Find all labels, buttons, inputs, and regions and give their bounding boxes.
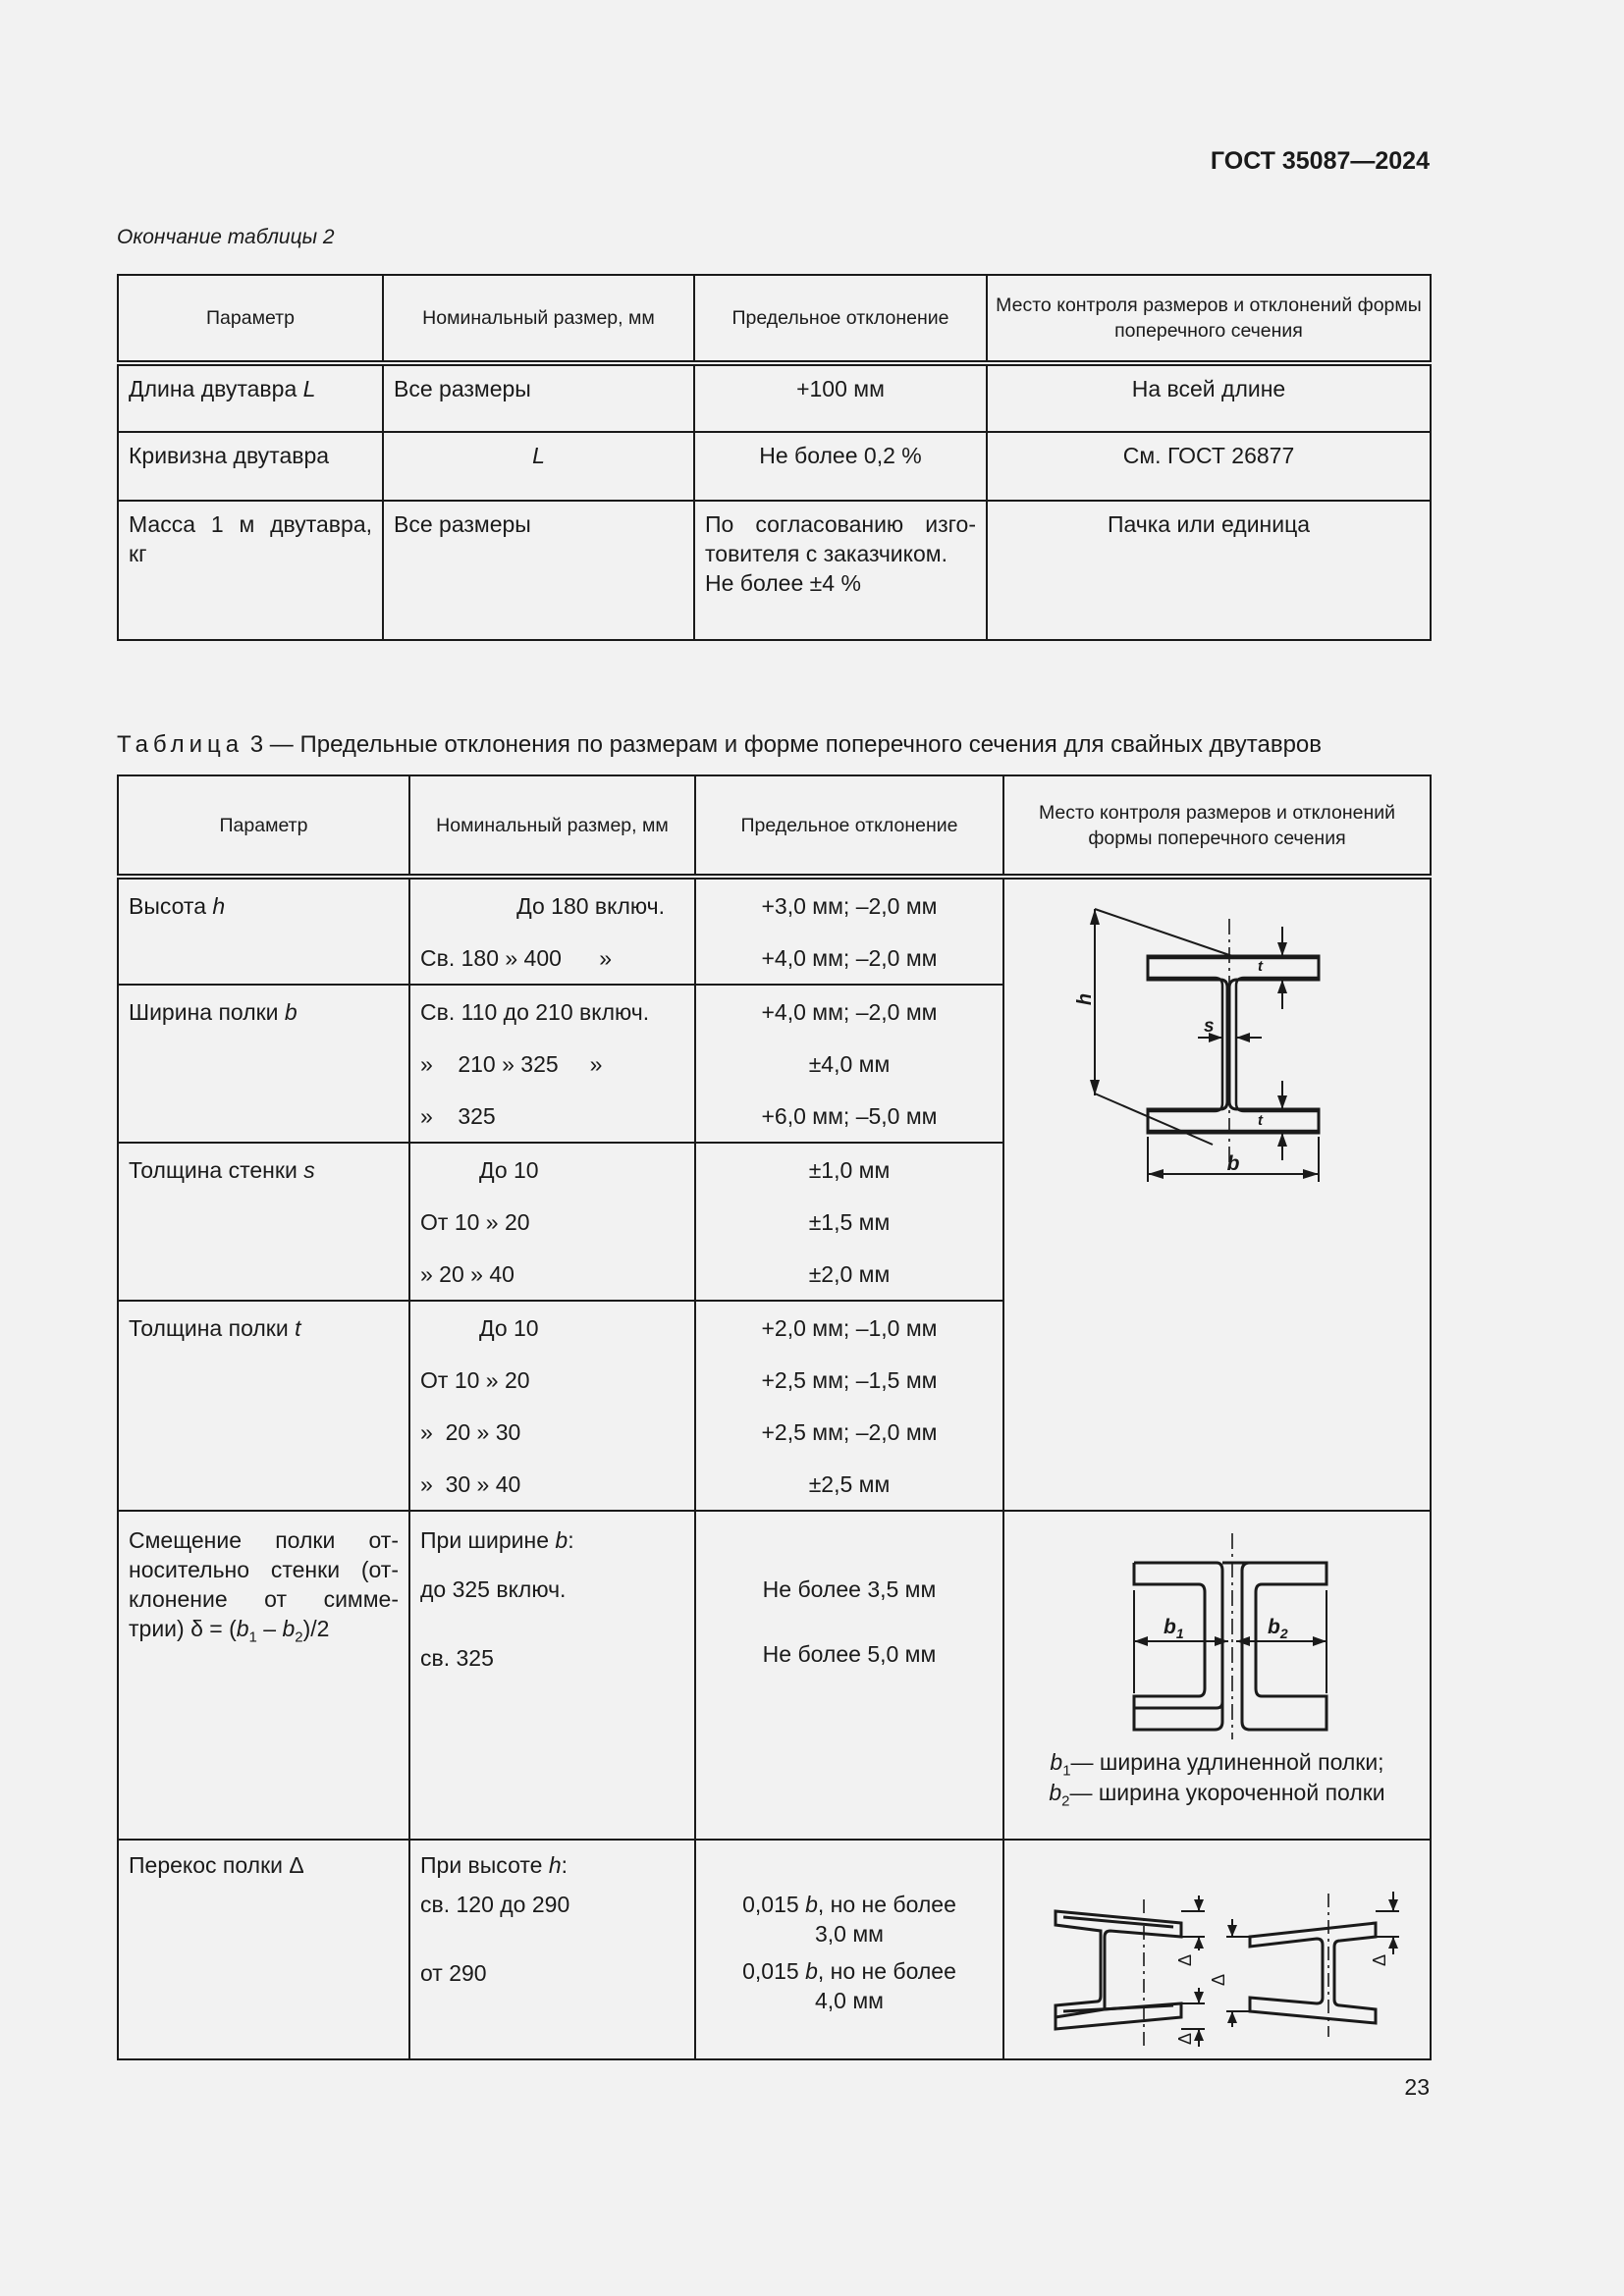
table3-caption <box>117 731 1322 759</box>
symbol-h: h <box>212 892 226 919</box>
figure-cell-ibeam <box>1003 877 1431 1511</box>
size-line: » 20 » 30 <box>420 1418 521 1445</box>
deviation-line: Не более 3,5 мм <box>762 1576 937 1602</box>
size-line: » 210 » 325 » <box>420 1050 603 1077</box>
symbol-L: L <box>532 443 545 468</box>
deviation-line: 0,015 b, но не более <box>742 1958 956 1984</box>
symbol-s: s <box>303 1156 315 1183</box>
size-line: до 325 включ. <box>420 1576 567 1602</box>
dim-label-delta: Δ <box>1175 2032 1195 2045</box>
flange-skew-diagram <box>1004 1841 1432 2058</box>
table-2 <box>117 274 1432 641</box>
size-cell: Все размеры <box>394 511 531 537</box>
param-skew: Перекос полки Δ <box>129 1852 304 1878</box>
table-row <box>118 363 1431 432</box>
column-header-nominal-size: Номинальный размер, мм <box>383 275 694 363</box>
dim-label-t-top: t <box>1258 958 1263 975</box>
param-curvature: Кривизна двутавра <box>129 443 330 468</box>
table-row: Смещение полки от- носительно стенки (от- клонение от симме- трии) $\delta = (b_1 - b_2)/2$ При ширине b: до 325 включ. св. 325 Не более 3,5 мм Не более 5,0 мм $b_1$ $b_2$ $b_1—$ ширина удлиненной полки; $b_2—$ ширина укороченной полки <box>118 1511 1431 1840</box>
control-place-cell: См. ГОСТ 26877 <box>1122 443 1295 468</box>
control-place-cell: Пачка или единица <box>1107 511 1311 537</box>
column-header-nominal-size: Номинальный размер, мм <box>409 775 695 877</box>
ibeam-inner <box>1148 958 1319 1131</box>
deviation-line: товителя с заказчиком. <box>705 541 947 566</box>
param-mass-line1: Масса 1 м двутавра, <box>129 511 372 537</box>
deviation-cell: +100 мм <box>796 376 885 401</box>
deviation-line: +6,0 мм; –5,0 мм <box>761 1102 938 1129</box>
dim-label-delta: Δ <box>1175 1953 1195 1966</box>
deviation-line: ±2,5 мм <box>808 1470 891 1497</box>
table-row: Перекос полки Δ При высоте h: св. 120 до 290 от 290 0,015 b, но не более 3,0 мм 0,015 b, но не более 4,0 мм Δ Δ Δ Δ <box>118 1840 1431 2059</box>
deviation-cell: Не более 0,2 % <box>759 443 922 468</box>
column-header-deviation: Предельное отклонение <box>694 275 987 363</box>
table-3 <box>117 774 1432 2060</box>
deviation-line: +3,0 мм; –2,0 мм <box>761 892 938 919</box>
param-height: Высота <box>129 892 206 919</box>
figure-cell-skew <box>1003 1840 1431 2059</box>
column-header-control-place: Место контроля размеров и отклонений формы поперечного сечения <box>987 275 1431 363</box>
symbol-t: t <box>295 1314 301 1341</box>
size-line: св. 120 до 290 <box>420 1892 570 1917</box>
deviation-line: По согласованию изго- <box>705 511 976 537</box>
param-length: Длина двутавра <box>129 376 298 401</box>
dim-label-t-bottom: t <box>1258 1112 1263 1129</box>
table-row <box>118 432 1431 501</box>
dim-label-s: s <box>1204 1016 1215 1037</box>
size-line: До 180 включ. <box>516 892 665 919</box>
ibeam-section-diagram <box>1004 880 1432 1502</box>
offset-legend <box>1004 1747 1430 1808</box>
deviation-block <box>696 1890 1002 1949</box>
size-cell: Все размеры <box>394 376 531 401</box>
control-place-cell: На всей длине <box>1131 376 1286 401</box>
deviation-block <box>696 1956 1002 2015</box>
deviation-line: Не более ±4 % <box>705 570 861 596</box>
flange-offset-diagram <box>1004 1512 1432 1747</box>
deviation-line: Не более 5,0 мм <box>762 1641 937 1667</box>
size-line: До 10 <box>479 1156 539 1183</box>
deviation-line: ±2,0 мм <box>808 1260 891 1287</box>
deviation-line: +2,5 мм; –1,5 мм <box>761 1366 938 1393</box>
dim-label-delta: Δ <box>1209 1973 1228 1986</box>
deviation-line: 3,0 мм <box>815 1921 884 1947</box>
document-code: ГОСТ 35087—2024 <box>1210 147 1430 175</box>
size-line: » 30 » 40 <box>420 1470 521 1497</box>
size-line: » 325 <box>420 1102 496 1129</box>
deviation-line: 0,015 b, но не более <box>742 1892 956 1917</box>
legend-b2: $b_2—$ ширина укороченной полки <box>1049 1780 1385 1810</box>
dim-label-b: b <box>1226 1152 1240 1175</box>
size-line: Св. 110 до 210 включ. <box>420 998 650 1025</box>
size-line: Св. 180 » 400 » <box>420 944 613 971</box>
table2-continuation-caption: Окончание таблицы 2 <box>117 226 335 248</box>
size-line: До 10 <box>479 1314 539 1341</box>
column-header-deviation: Предельное отклонение <box>695 775 1003 877</box>
size-line: св. 325 <box>420 1645 494 1671</box>
dim-label-b1: $b_1$ <box>1164 1616 1184 1641</box>
param-line: носительно стенки (от- <box>129 1557 399 1582</box>
deviation-line: ±1,0 мм <box>808 1156 891 1183</box>
deviation-line: +4,0 мм; –2,0 мм <box>761 944 938 971</box>
deviation-line: ±4,0 мм <box>808 1050 891 1077</box>
param-web-thickness: Толщина стенки <box>129 1156 298 1183</box>
size-line: от 290 <box>420 1960 487 1986</box>
dim-label-h: h <box>1074 992 1096 1006</box>
table3-label: Таблица <box>117 731 244 758</box>
param-line: клонение от симме- <box>129 1586 399 1612</box>
table-row <box>118 501 1431 640</box>
deviation-line: +2,0 мм; –1,0 мм <box>761 1314 938 1341</box>
column-header-parameter: Параметр <box>118 275 383 363</box>
deviation-line: ±1,5 мм <box>808 1208 891 1235</box>
size-line: » 20 » 40 <box>420 1260 514 1287</box>
param-flange-width: Ширина полки <box>129 998 279 1025</box>
param-mass-line2: кг <box>129 541 147 566</box>
deviation-line: +2,5 мм; –2,0 мм <box>761 1418 938 1445</box>
ibeam-outline <box>1148 956 1319 1133</box>
symbol-b: b <box>284 998 298 1025</box>
dim-label-delta: Δ <box>1370 1953 1389 1966</box>
deviation-line: 4,0 мм <box>815 1988 884 2013</box>
page-number: 23 <box>1404 2074 1430 2100</box>
param-offset: Смещение полки от- носительно стенки (от- клонение от симме- трии) $\delta = (b_1 - b_2)/2$ <box>129 1527 399 1646</box>
column-header-control-place: Место контроля размеров и отклонений формы поперечного сечения <box>1003 775 1431 877</box>
size-line: От 10 » 20 <box>420 1208 530 1235</box>
column-header-parameter: Параметр <box>118 775 409 877</box>
table3-title: 3 — Предельные отклонения по размерам и форме поперечного сечения для свайных двутавров <box>249 731 1323 758</box>
size-line: От 10 » 20 <box>420 1366 530 1393</box>
param-line: Смещение полки от- <box>129 1527 399 1553</box>
legend-b1: $b_1—$ ширина удлиненной полки; <box>1050 1749 1384 1780</box>
figure-cell-offset <box>1003 1511 1431 1840</box>
table-row <box>118 877 1431 985</box>
param-flange-thickness: Толщина полки <box>129 1314 289 1341</box>
symbol-L: L <box>302 376 316 401</box>
deviation-line: +4,0 мм; –2,0 мм <box>761 998 938 1025</box>
dim-label-b2: $b_2$ <box>1268 1616 1288 1641</box>
